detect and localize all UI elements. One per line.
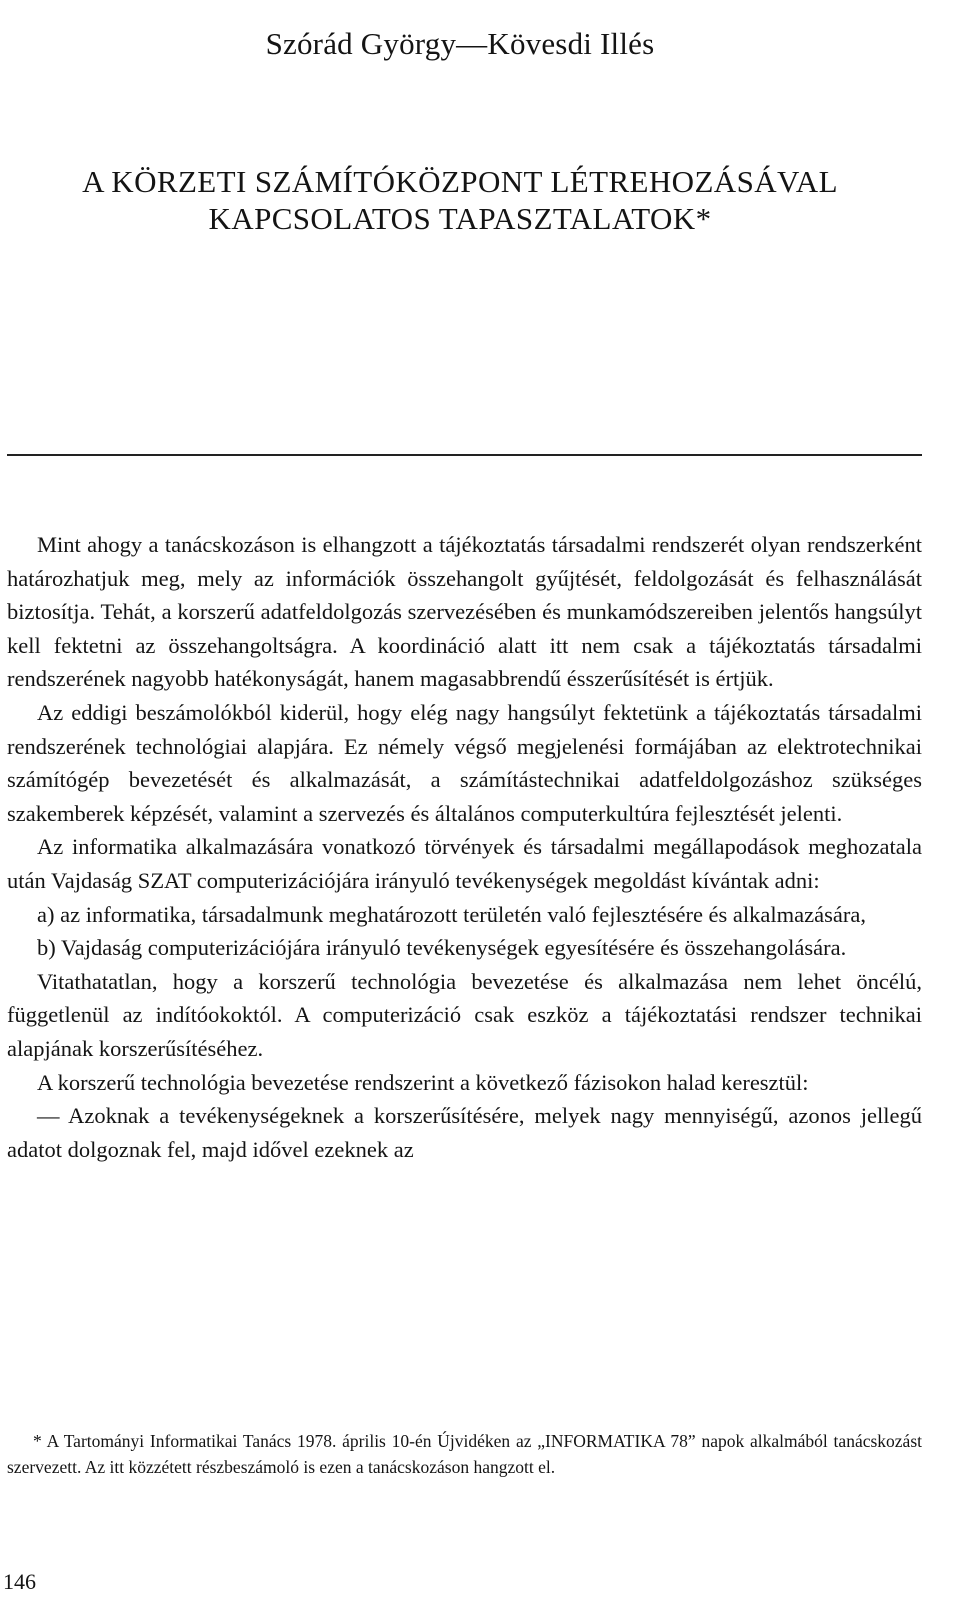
paragraph-2: Az eddigi beszámolókból kiderül, hogy elég nagy hangsúlyt fektetünk a tájékoztatás társadalmi rendszerének technológiai alapjára. Ez némely végső megjelenési formájában az elektrotechnikai számítógép bevezetését és alkalmazását, a számítástechnikai adatfeldolgozáshoz szükséges szakemberek képzését, valamint a szervezés és általános computerkultúra fejlesztését jelenti.	[7, 699, 922, 826]
title-line-1: A KÖRZETI SZÁMÍTÓKÖZPONT LÉTREHOZÁSÁVAL	[82, 164, 838, 199]
article-title	[0, 163, 920, 237]
article-body	[7, 528, 922, 1166]
authors-line: Szórád György—Kövesdi Illés	[265, 26, 655, 61]
paragraph-6: — Azoknak a tevékenységeknek a korszerűsítésére, melyek nagy mennyiségű, azonos jellegű adatot dolgoznak fel, majd idővel ezeknek az	[7, 1103, 922, 1162]
footnote: * A Tartományi Informatikai Tanács 1978. április 10-én Újvidéken az „INFORMATIKA 78” napok alkalmából tanácskozást szervezett. Az itt közzétett részbeszámoló is ezen a tanácskozáson hangzott el.	[7, 1431, 922, 1477]
page-number: 146	[3, 1569, 36, 1594]
list-item-b: b) Vajdaság computerizációjára irányuló tevékenységek egyesítésére és összehangolására.	[37, 935, 847, 961]
list-item-a: a) az informatika, társadalmunk meghatározott területén való fejlesztésére és alkalmazására,	[37, 901, 866, 927]
paragraph-5: A korszerű technológia bevezetése rendszerint a következő fázisokon halad keresztül:	[37, 1069, 809, 1095]
paragraph-4: Vitathatatlan, hogy a korszerű technológia bevezetése és alkalmazása nem lehet öncélú, függetlenül az indítóokoktól. A computerizáció csak eszköz a tájékoztatási rendszer technikai alapjának korszerűsítéséhez.	[7, 968, 922, 1061]
title-line-2: KAPCSOLATOS TAPASZTALATOK*	[208, 201, 712, 236]
paragraph-3: Az informatika alkalmazására vonatkozó törvények és társadalmi megállapodások meghozatala után Vajdaság SZAT computerizációjára irányuló tevékenységek megoldást kívántak adni:	[7, 834, 922, 893]
horizontal-rule	[7, 454, 922, 456]
paragraph-1: Mint ahogy a tanácskozáson is elhangzott a tájékoztatás társadalmi rendszerét olyan rendszerként határozhatjuk meg, mely az információk összehangolt gyűjtését, feldolgozását és felhasználását biztosítja. Tehát, a korszerű adatfeldolgozás szervezésében és munkamódszereiben jelentős hangsúlyt kell fektetni az összehangoltságra. A koordináció alatt itt nem csak a tájékoztatás társadalmi rendszerének nagyobb hatékonyságát, hanem magasabbrendű ésszerűsítését is értjük.	[7, 532, 922, 692]
